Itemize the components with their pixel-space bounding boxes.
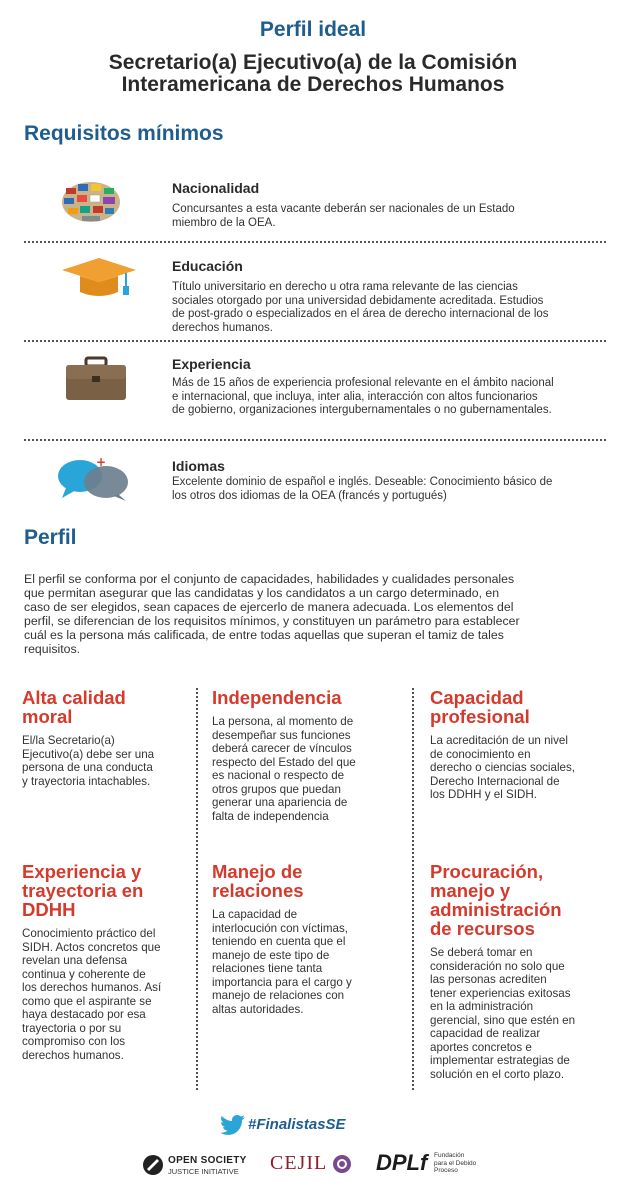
profile-card xyxy=(22,688,192,788)
profile-card-text xyxy=(22,734,192,788)
text-line: trayectoria o por su xyxy=(22,1021,122,1035)
dplf-subtitle-line: Fundación xyxy=(434,1152,465,1159)
text-line: de post-grado o especializados en el área de derecho internacional de los xyxy=(172,308,549,320)
profile-card-text xyxy=(212,715,402,823)
divider xyxy=(24,340,606,342)
text-line: los derechos humanos. Así xyxy=(22,981,162,994)
dplf-logo-text: DPLf xyxy=(376,1150,428,1175)
graduation-cap-icon xyxy=(60,256,138,298)
text-line: importancia para el cargo y xyxy=(212,975,352,989)
title-line: Capacidad xyxy=(430,687,524,708)
profile-card-title xyxy=(212,862,402,900)
text-line: solución en el corto plazo. xyxy=(430,1067,565,1081)
text-line: revelan una defensa xyxy=(22,954,128,967)
text-line: aportes concretos e xyxy=(430,1040,532,1054)
text-line: teniendo en cuenta que el xyxy=(212,935,346,948)
text-line: manejo de este tipo de xyxy=(212,948,330,962)
text-line: continua y coherente de xyxy=(22,967,146,981)
text-line: El perfil se conforma por el conjunto de capacidades, habilidades y cualidades personales xyxy=(24,572,515,586)
requirement-text xyxy=(172,203,610,230)
dplf-subtitle xyxy=(434,1152,476,1175)
twitter-bird-icon xyxy=(220,1114,246,1136)
profile-card-title xyxy=(22,862,192,919)
briefcase-icon xyxy=(64,356,128,402)
text-line: derechos humanos. xyxy=(172,321,274,334)
text-line: cuál es la persona más calificada, de entre todas aquellas que superan el tamiz de tales xyxy=(24,628,504,642)
column-divider xyxy=(196,688,198,1090)
text-line: caso de ser elegidos, sean capaces de ejercerlo de manera adecuada. Los elementos del xyxy=(24,600,514,614)
text-line: relaciones tiene tanta xyxy=(212,962,323,975)
page-title xyxy=(0,52,626,96)
page-subtitle: Perfil ideal xyxy=(259,18,367,41)
cejil-logo-text: CEJIL xyxy=(270,1152,328,1174)
text-line: falta de independencia xyxy=(212,809,329,823)
profile-card xyxy=(212,688,402,823)
text-line: los otros dos idiomas de la OEA (francés y portugués) xyxy=(172,489,447,502)
requirement-title: Nacionalidad xyxy=(172,180,260,196)
profile-intro xyxy=(24,572,608,656)
profile-card-title xyxy=(22,688,192,726)
text-line: como que el aspirante se xyxy=(22,994,152,1008)
text-line: es nacional o respecto de xyxy=(212,769,345,782)
divider xyxy=(24,439,606,441)
oas-flag-emblem-icon xyxy=(60,178,122,224)
text-line: de gobierno, organizaciones intergubernamentales o no gubernamentales. xyxy=(172,404,552,416)
text-line: respecto del Estado del que xyxy=(212,755,356,769)
text-line: derechos humanos. xyxy=(22,1048,124,1062)
profile-card-title xyxy=(430,688,610,726)
requirement-title: Educación xyxy=(172,258,243,274)
divider xyxy=(24,241,606,243)
text-line: gerencial, sino que estén en xyxy=(430,1013,576,1027)
title-line: manejo y xyxy=(430,880,511,901)
text-line: Ejecutivo(a) debe ser una xyxy=(22,747,155,761)
title-line: Procuración, xyxy=(430,861,544,882)
dplf-subtitle-line: para el Debido xyxy=(434,1159,477,1167)
text-line: generar una apariencia de xyxy=(212,796,348,809)
osji-logo-line: JUSTICE INITIATIVE xyxy=(168,1167,239,1176)
hashtag[interactable]: #FinalistasSE xyxy=(248,1116,346,1133)
text-line: La acreditación de un nivel xyxy=(430,734,568,747)
text-line: manejo de relaciones con xyxy=(212,989,345,1002)
text-line: persona de una conducta xyxy=(22,761,153,774)
title-line: trayectoria en xyxy=(22,880,144,901)
profile-card xyxy=(430,688,610,802)
text-line: otros grupos que puedan xyxy=(212,782,341,796)
column-divider xyxy=(412,688,414,1090)
text-line: las personas acrediten xyxy=(430,973,547,986)
requirements-heading: Requisitos mínimos xyxy=(24,122,224,145)
text-line: que permitan asegurar que las candidatas y los candidatos a un cargo determinado, en xyxy=(24,586,500,600)
text-line: requisitos. xyxy=(24,642,81,656)
text-line: deberá carecer de vínculos xyxy=(212,742,352,755)
text-line: Derecho Internacional de xyxy=(430,774,560,788)
text-line: implementar estrategias de xyxy=(430,1054,570,1067)
requirement-title: Experiencia xyxy=(172,356,251,372)
osji-logo xyxy=(142,1152,262,1182)
title-line: moral xyxy=(22,706,73,727)
text-line: compromiso con los xyxy=(22,1035,126,1048)
text-line: Título universitario en derecho u otra rama relevante de las ciencias xyxy=(172,281,518,293)
profile-card-text xyxy=(430,734,610,802)
text-line: capacidad de realizar xyxy=(430,1027,541,1040)
text-line: consideración no solo que xyxy=(430,959,565,973)
text-line: derecho o ciencias sociales, xyxy=(430,761,576,774)
text-line: sociales otorgado por una universidad debidamente acreditada. Estudios xyxy=(172,294,544,307)
osji-logo-line: OPEN SOCIETY xyxy=(168,1155,247,1166)
title-line: de recursos xyxy=(430,918,535,939)
requirement-text xyxy=(172,476,610,503)
title-line: Experiencia y xyxy=(22,861,142,882)
text-line: e internacional, que incluya, inter alia, interacción con altos funcionarios xyxy=(172,390,538,403)
profile-card-title xyxy=(430,862,610,938)
text-line: La persona, al momento de xyxy=(212,715,354,728)
text-line: haya destacado por esa xyxy=(22,1008,146,1021)
text-line: de conocimiento en xyxy=(430,747,531,761)
text-line: La capacidad de xyxy=(212,908,298,921)
text-line: El/la Secretario(a) xyxy=(22,734,115,747)
text-line: Más de 15 años de experiencia profesional relevante en el ámbito nacional xyxy=(172,377,554,389)
text-line: Concursantes a esta vacante deberán ser nacionales de un Estado xyxy=(172,203,515,215)
text-line: desempeñar sus funciones xyxy=(212,728,351,742)
title-line: Alta calidad xyxy=(22,687,126,708)
cejil-logo xyxy=(270,1150,360,1180)
title-line: DDHH xyxy=(22,899,76,920)
requirement-text xyxy=(172,377,610,418)
dplf-logo xyxy=(376,1150,486,1184)
text-line: altas autoridades. xyxy=(212,1002,304,1016)
title-line: Interamericana de Derechos Humanos xyxy=(121,73,505,96)
text-line: Excelente dominio de español e inglés. Deseable: Conocimiento básico de xyxy=(172,476,553,488)
profile-card-text xyxy=(22,927,192,1062)
text-line: Conocimiento práctico del xyxy=(22,927,156,940)
title-line: Manejo de xyxy=(212,861,303,882)
dplf-subtitle-line: Proceso xyxy=(434,1167,458,1174)
text-line: los DDHH y el SIDH. xyxy=(430,788,537,801)
title-line: Independencia xyxy=(212,687,342,708)
profile-card xyxy=(22,862,192,1062)
title-line: administración xyxy=(430,899,562,920)
osji-emblem-icon xyxy=(142,1154,164,1176)
profile-heading: Perfil xyxy=(24,526,77,549)
cejil-emblem-icon xyxy=(332,1154,352,1174)
text-line: y trayectoria intachables. xyxy=(22,774,151,788)
text-line: tener experiencias exitosas xyxy=(430,986,571,1000)
profile-card-title xyxy=(212,688,402,707)
profile-card-text xyxy=(212,908,402,1016)
requirement-title: Idiomas xyxy=(172,458,225,474)
speech-bubbles-icon xyxy=(56,454,132,502)
title-line: profesional xyxy=(430,706,530,727)
text-line: en la administración xyxy=(430,1000,534,1013)
text-line: perfil, se diferencian de los requisitos mínimos, y constituyen un parámetro para establecer xyxy=(24,614,520,628)
text-line: Se deberá tomar en xyxy=(430,946,533,959)
title-line: relaciones xyxy=(212,880,304,901)
requirement-text xyxy=(172,281,610,335)
text-line: SIDH. Actos concretos que xyxy=(22,940,161,954)
title-line: Secretario(a) Ejecutivo(a) de la Comisión xyxy=(108,51,518,74)
profile-card xyxy=(430,862,610,1081)
text-line: miembro de la OEA. xyxy=(172,216,276,229)
svg-text:+: + xyxy=(96,455,107,469)
profile-card-text xyxy=(430,946,610,1081)
text-line: interlocución con víctimas, xyxy=(212,921,348,935)
profile-card xyxy=(212,862,402,1016)
